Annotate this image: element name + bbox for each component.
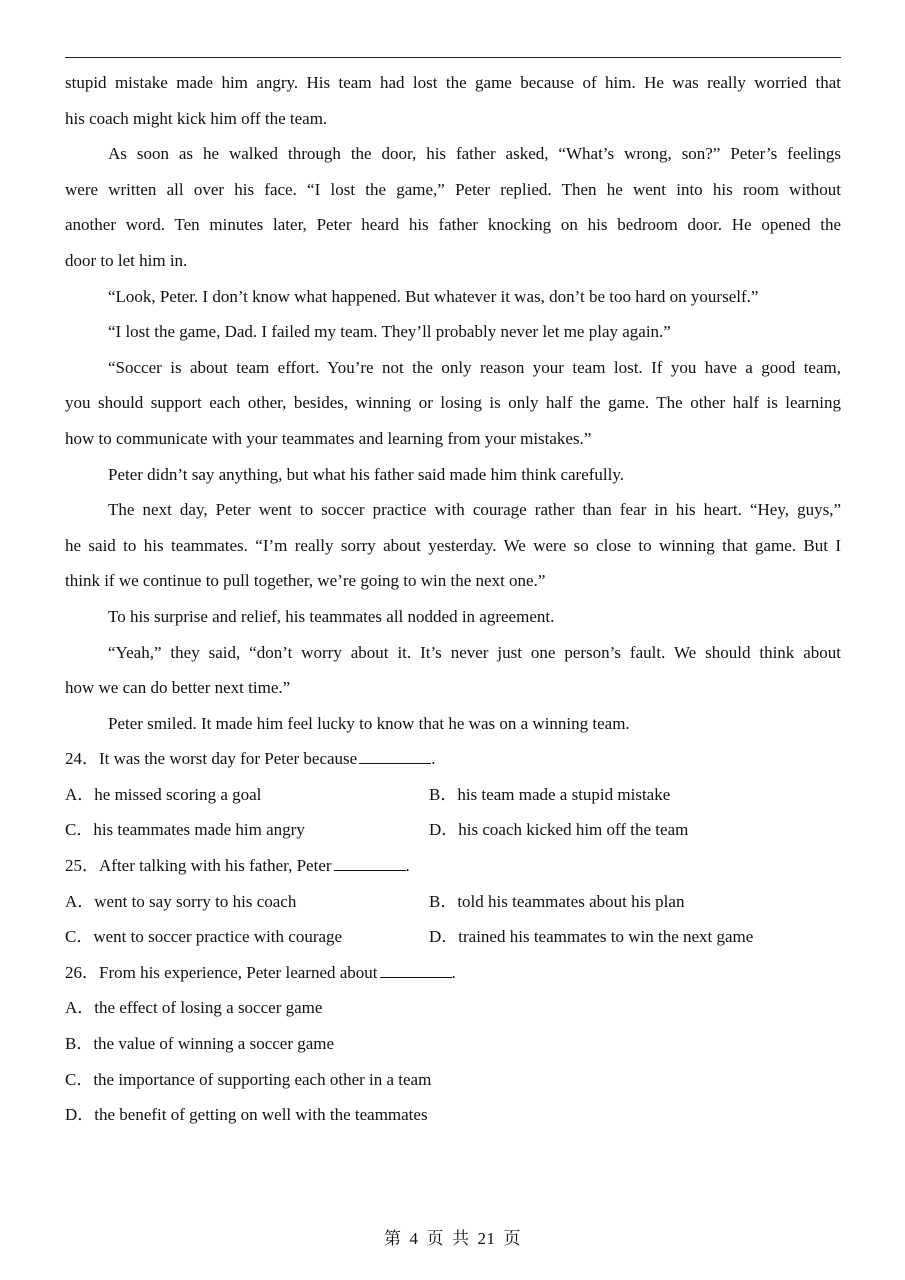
passage-line: “Look, Peter. I don’t know what happened. But whatever it was, don’t be too hard on yourself.” [108, 286, 759, 306]
question-stem: 26．From his experience, Peter learned about . [65, 962, 456, 982]
option-c[interactable]: C．the importance of supporting each other in a team [65, 1069, 432, 1089]
passage-line: stupid mistake made him angry. His team had lost the game because of him. He was really worried that [65, 73, 841, 92]
page-footer [0, 1224, 905, 1249]
option-a[interactable]: A．went to say sorry to his coach [65, 891, 297, 911]
reading-passage [65, 65, 841, 741]
option-c[interactable]: C．went to soccer practice with courage [65, 927, 343, 947]
passage-line: “Yeah,” they said, “don’t worry about it. It’s never just one person’s fault. We should think about [108, 642, 841, 662]
option-row [65, 919, 841, 955]
passage-line: he said to his teammates. “I’m really sorry about yesterday. We were so close to winning that game. But I [65, 535, 841, 555]
passage-line: Peter didn’t say anything, but what his father said made him think carefully. [108, 464, 625, 484]
footer-post: 页 [503, 1229, 521, 1248]
answer-blank[interactable] [380, 963, 452, 978]
header-rule [65, 57, 841, 58]
option-d[interactable]: D．trained his teammates to win the next game [429, 927, 754, 947]
footer-mid1: 页 [426, 1229, 444, 1248]
option-b[interactable]: B．told his teammates about his plan [429, 891, 685, 911]
passage-line: Peter smiled. It made him feel lucky to know that he was on a winning team. [108, 713, 630, 733]
passage-line: door to let him in. [65, 250, 188, 270]
passage-line: how to communicate with your teammates and learning from your mistakes.” [65, 428, 592, 448]
option-b[interactable]: B．his team made a stupid mistake [429, 784, 671, 804]
passage-line: think if we continue to pull together, we’re going to win the next one.” [65, 571, 546, 591]
option-a[interactable]: A．he missed scoring a goal [65, 784, 262, 804]
question-24 [65, 741, 841, 848]
passage-line: you should support each other, besides, winning or losing is only half the game. The other half is learning [65, 393, 841, 413]
passage-line: how we can do better next time.” [65, 678, 291, 698]
option-a[interactable]: A．the effect of losing a soccer game [65, 998, 323, 1018]
question-stem: 24．It was the worst day for Peter because . [65, 749, 436, 769]
option-row [65, 812, 841, 848]
option-b[interactable]: B．the value of winning a soccer game [65, 1034, 335, 1054]
passage-line: “Soccer is about team effort. You’re not the only reason your team lost. If you have a good team, [108, 357, 841, 377]
answer-blank[interactable] [334, 856, 406, 871]
passage-line: “I lost the game, Dad. I failed my team. They’ll probably never let me play again.” [108, 322, 671, 342]
option-row [65, 884, 841, 920]
page-content [65, 65, 841, 1133]
option-d[interactable]: D．his coach kicked him off the team [429, 820, 689, 840]
question-26 [65, 955, 841, 1133]
passage-line: The next day, Peter went to soccer practice with courage rather than fear in his heart. “Hey, guys,” [108, 500, 841, 520]
passage-line: To his surprise and relief, his teammates all nodded in agreement. [108, 606, 555, 626]
option-d[interactable]: D．the benefit of getting on well with the teammates [65, 1105, 428, 1125]
passage-line: another word. Ten minutes later, Peter heard his father knocking on his bedroom door. He opened the [65, 215, 841, 235]
passage-line: As soon as he walked through the door, his father asked, “What’s wrong, son?” Peter’s feelings [108, 144, 841, 164]
passage-line: were written all over his face. “I lost the game,” Peter replied. Then he went into his room without [65, 179, 841, 199]
page-number: 4 [409, 1229, 419, 1248]
passage-line: his coach might kick him off the team. [65, 108, 328, 128]
option-row [65, 777, 841, 813]
footer-mid2: 共 [452, 1229, 470, 1248]
footer-pre: 第 [384, 1229, 402, 1248]
total-pages: 21 [477, 1229, 496, 1248]
question-25 [65, 848, 841, 955]
option-c[interactable]: C．his teammates made him angry [65, 820, 305, 840]
answer-blank[interactable] [359, 749, 431, 764]
question-stem: 25．After talking with his father, Peter . [65, 856, 410, 876]
